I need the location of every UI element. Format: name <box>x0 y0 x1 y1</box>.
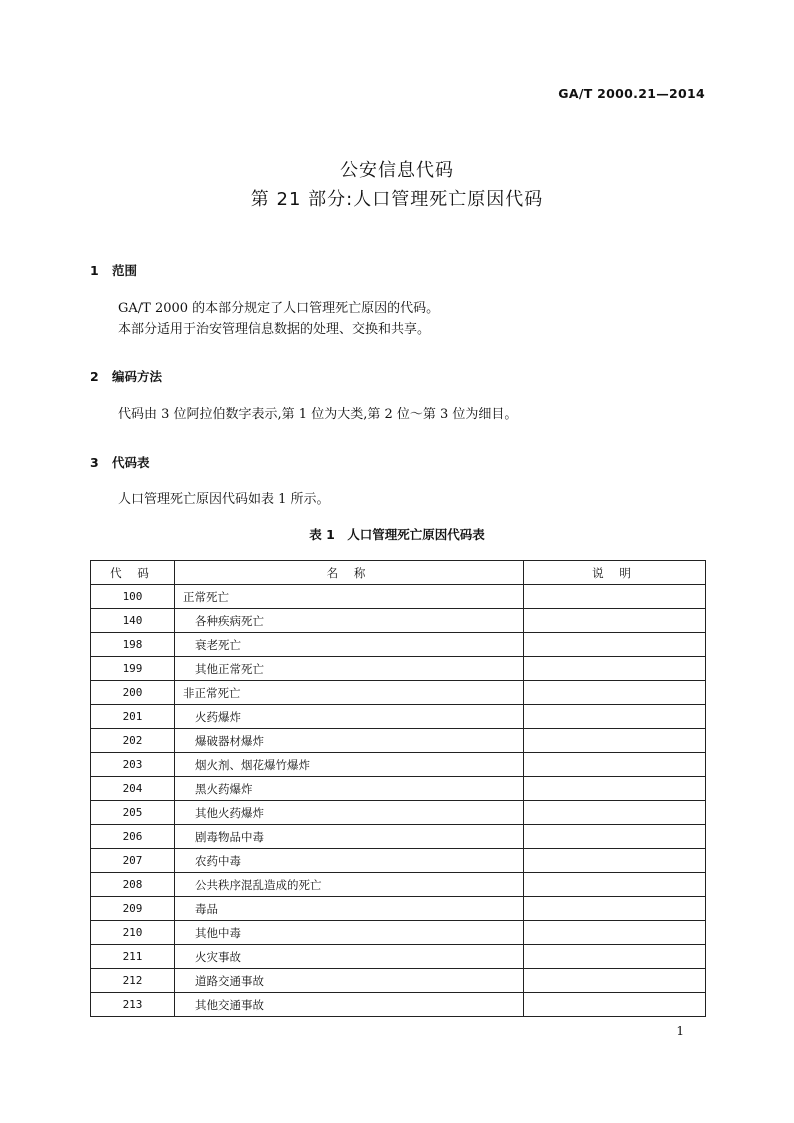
table-row <box>91 753 706 777</box>
cell-name: 烟火剂、烟花爆竹爆炸 <box>175 753 524 777</box>
section-1-paragraph-1: GA/T 2000 的本部分规定了人口管理死亡原因的代码。 <box>118 301 440 316</box>
cell-name: 衰老死亡 <box>175 633 524 657</box>
cell-code: 201 <box>91 705 175 729</box>
section-heading-code-table <box>90 453 150 471</box>
cell-note <box>524 921 706 945</box>
section-number: 2 <box>90 369 99 384</box>
cell-name: 正常死亡 <box>175 585 524 609</box>
section-2-paragraph-1: 代码由 3 位阿拉伯数字表示,第 1 位为大类,第 2 位～第 3 位为细目。 <box>118 407 518 422</box>
cell-name: 其他交通事故 <box>175 993 524 1017</box>
cell-name: 其他正常死亡 <box>175 657 524 681</box>
cell-note <box>524 873 706 897</box>
table-row <box>91 825 706 849</box>
section-title: 代码表 <box>112 455 150 470</box>
header-code: 代 码 <box>91 561 175 585</box>
section-number: 1 <box>90 263 99 278</box>
cell-name: 火药爆炸 <box>175 705 524 729</box>
cell-note <box>524 801 706 825</box>
table-row <box>91 705 706 729</box>
cell-name: 其他火药爆炸 <box>175 801 524 825</box>
cell-code: 203 <box>91 753 175 777</box>
table-row <box>91 633 706 657</box>
header-note: 说 明 <box>524 561 706 585</box>
cell-code: 140 <box>91 609 175 633</box>
cell-name: 其他中毒 <box>175 921 524 945</box>
cell-note <box>524 609 706 633</box>
table-row <box>91 609 706 633</box>
section-1-paragraph-2: 本部分适用于治安管理信息数据的处理、交换和共享。 <box>118 322 431 337</box>
cell-code: 199 <box>91 657 175 681</box>
cell-note <box>524 825 706 849</box>
table-row <box>91 657 706 681</box>
section-heading-coding-method <box>90 367 162 385</box>
table-body <box>91 585 706 1017</box>
table-caption: 表 1 人口管理死亡原因代码表 <box>309 527 485 542</box>
table-row <box>91 873 706 897</box>
cell-code: 204 <box>91 777 175 801</box>
page-number: 1 <box>676 1024 684 1038</box>
section-title: 范围 <box>112 263 138 278</box>
cell-note <box>524 729 706 753</box>
section-heading-scope <box>90 261 137 279</box>
cell-note <box>524 897 706 921</box>
section-number: 3 <box>90 455 99 470</box>
table-row <box>91 729 706 753</box>
cell-code: 206 <box>91 825 175 849</box>
cell-code: 208 <box>91 873 175 897</box>
table-row <box>91 777 706 801</box>
cell-code: 211 <box>91 945 175 969</box>
table-row <box>91 921 706 945</box>
cell-name: 公共秩序混乱造成的死亡 <box>175 873 524 897</box>
cell-name: 火灾事故 <box>175 945 524 969</box>
cell-name: 剧毒物品中毒 <box>175 825 524 849</box>
cell-note <box>524 945 706 969</box>
cell-note <box>524 705 706 729</box>
cell-note <box>524 969 706 993</box>
cell-code: 205 <box>91 801 175 825</box>
cell-note <box>524 849 706 873</box>
cell-name: 毒品 <box>175 897 524 921</box>
cell-code: 212 <box>91 969 175 993</box>
cell-code: 202 <box>91 729 175 753</box>
cell-code: 210 <box>91 921 175 945</box>
cell-name: 各种疾病死亡 <box>175 609 524 633</box>
title-line-2: 第 21 部分:人口管理死亡原因代码 <box>250 189 544 210</box>
cell-code: 200 <box>91 681 175 705</box>
header-name: 名 称 <box>175 561 524 585</box>
document-title <box>0 156 794 214</box>
standard-number: GA/T 2000.21—2014 <box>558 86 705 101</box>
cell-code: 198 <box>91 633 175 657</box>
cell-note <box>524 993 706 1017</box>
table-row <box>91 897 706 921</box>
table-row <box>91 969 706 993</box>
section-3-paragraph-1: 人口管理死亡原因代码如表 1 所示。 <box>118 492 330 507</box>
cell-code: 100 <box>91 585 175 609</box>
title-line-1: 公安信息代码 <box>340 160 454 181</box>
cell-note <box>524 585 706 609</box>
cell-note <box>524 681 706 705</box>
cell-note <box>524 657 706 681</box>
table-row <box>91 993 706 1017</box>
cell-name: 非正常死亡 <box>175 681 524 705</box>
cell-name: 爆破器材爆炸 <box>175 729 524 753</box>
cell-note <box>524 753 706 777</box>
cell-note <box>524 633 706 657</box>
table-row <box>91 849 706 873</box>
cell-note <box>524 777 706 801</box>
cell-name: 道路交通事故 <box>175 969 524 993</box>
table-header-row <box>91 561 706 585</box>
table-row <box>91 585 706 609</box>
table-row <box>91 945 706 969</box>
cell-code: 209 <box>91 897 175 921</box>
cell-name: 农药中毒 <box>175 849 524 873</box>
cell-name: 黑火药爆炸 <box>175 777 524 801</box>
cell-code: 213 <box>91 993 175 1017</box>
section-title: 编码方法 <box>112 369 163 384</box>
cell-code: 207 <box>91 849 175 873</box>
table-row <box>91 801 706 825</box>
death-cause-code-table <box>90 560 706 1017</box>
table-row <box>91 681 706 705</box>
